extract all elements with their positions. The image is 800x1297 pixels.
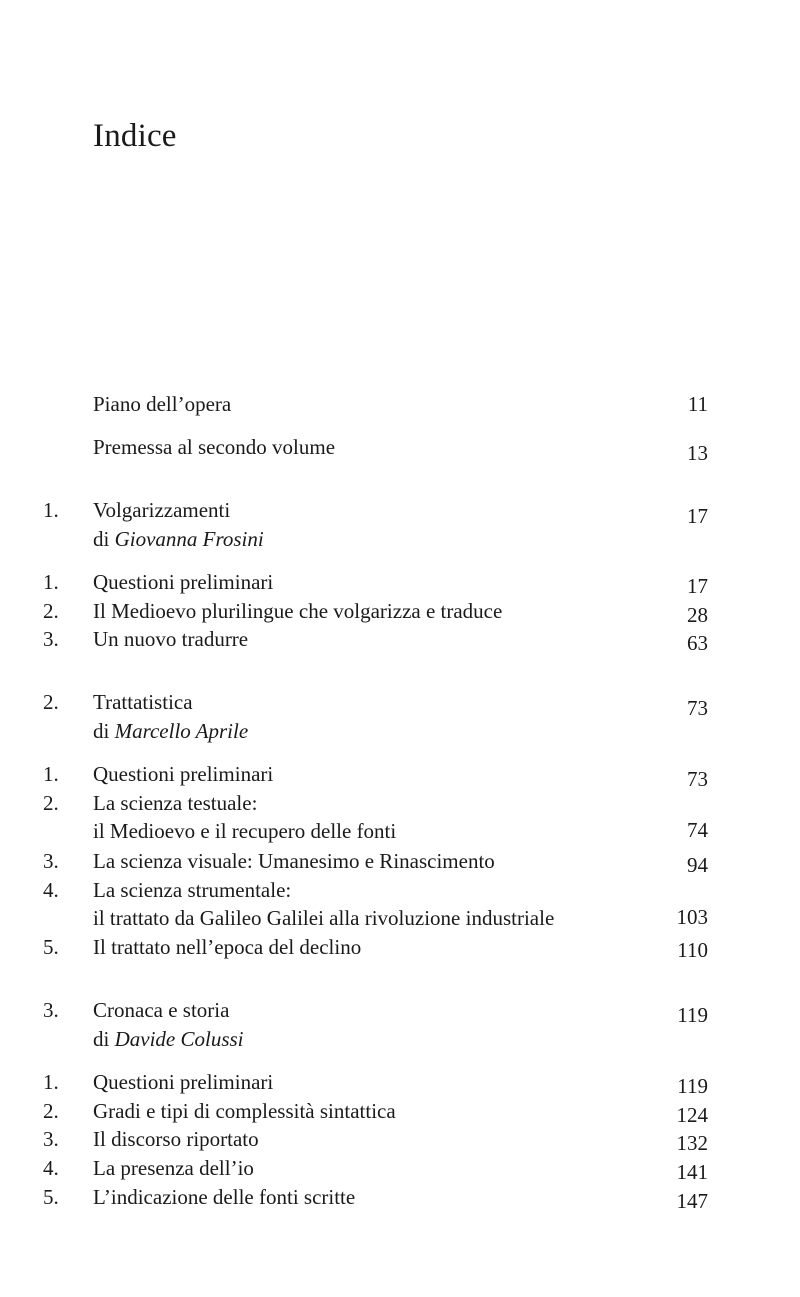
section-page: 147: [676, 1189, 708, 1213]
section-label: La scienza testuale:: [93, 791, 258, 815]
toc-entry: [0, 392, 800, 422]
chapter-author: di Marcello Aprile: [93, 719, 249, 743]
section-page: 94: [687, 853, 708, 877]
section-number: 5.: [43, 1185, 59, 1209]
entry-label: Piano dell’opera: [93, 392, 232, 416]
section-label: Gradi e tipi di complessità sintattica: [93, 1099, 396, 1123]
section-label: L’indicazione delle fonti scritte: [93, 1185, 356, 1209]
toc-section: [0, 1070, 800, 1100]
section-page: 17: [687, 574, 708, 598]
section-label: Questioni preliminari: [93, 570, 274, 594]
chapter-title: Volgarizzamenti: [93, 498, 231, 522]
section-page: 63: [687, 631, 708, 655]
section-number: 3.: [43, 849, 59, 873]
chapter-heading: [0, 998, 800, 1058]
section-page: 103: [676, 905, 708, 929]
section-number: 4.: [43, 878, 59, 902]
toc-section: [0, 1185, 800, 1215]
entry-page: 13: [687, 441, 708, 465]
section-page: 73: [687, 767, 708, 791]
chapter-number: 3.: [43, 998, 59, 1022]
section-page: 74: [687, 818, 708, 842]
entry-page: 11: [687, 392, 708, 416]
section-number: 3.: [43, 627, 59, 651]
toc-entry: [0, 435, 800, 465]
chapter-page: 17: [687, 504, 708, 528]
section-label: Questioni preliminari: [93, 762, 274, 786]
chapter-heading: [0, 498, 800, 558]
section-label-continued: il Medioevo e il recupero delle fonti: [93, 819, 397, 843]
author-name: Davide Colussi: [114, 1027, 244, 1051]
section-page: 28: [687, 603, 708, 627]
toc-section: [0, 878, 800, 936]
toc-section: [0, 791, 800, 849]
chapter-page: 119: [677, 1003, 708, 1027]
section-label: Il Medioevo plurilingue che volgarizza e traduce: [93, 599, 503, 623]
section-label: Il trattato nell’epoca del declino: [93, 935, 362, 959]
section-number: 4.: [43, 1156, 59, 1180]
section-number: 2.: [43, 599, 59, 623]
chapter-number: 1.: [43, 498, 59, 522]
chapter-title: Trattatistica: [93, 690, 193, 714]
page-title: Indice: [93, 118, 177, 154]
section-number: 2.: [43, 1099, 59, 1123]
section-page: 124: [676, 1103, 708, 1127]
section-label: Questioni preliminari: [93, 1070, 274, 1094]
section-number: 1.: [43, 762, 59, 786]
chapter-author: di Giovanna Frosini: [93, 527, 264, 551]
section-label: La scienza visuale: Umanesimo e Rinascimento: [93, 849, 495, 873]
chapter-page: 73: [687, 696, 708, 720]
section-number: 2.: [43, 791, 59, 815]
author-name: Marcello Aprile: [114, 719, 249, 743]
section-label: La presenza dell’io: [93, 1156, 254, 1180]
section-label: Il discorso riportato: [93, 1127, 259, 1151]
toc-section: [0, 599, 800, 629]
chapter-heading: [0, 690, 800, 750]
section-number: 1.: [43, 570, 59, 594]
section-page: 110: [677, 938, 708, 962]
toc-section: [0, 1127, 800, 1157]
section-page: 141: [676, 1160, 708, 1184]
section-page: 132: [676, 1131, 708, 1155]
section-label: Un nuovo tradurre: [93, 627, 249, 651]
toc-section: [0, 1099, 800, 1129]
toc-section: [0, 570, 800, 600]
chapter-number: 2.: [43, 690, 59, 714]
section-number: 5.: [43, 935, 59, 959]
chapter-title: Cronaca e storia: [93, 998, 230, 1022]
section-page: 119: [677, 1074, 708, 1098]
toc-section: [0, 1156, 800, 1186]
toc-section: [0, 849, 800, 879]
toc-section: [0, 762, 800, 792]
section-number: 1.: [43, 1070, 59, 1094]
entry-label: Premessa al secondo volume: [93, 435, 336, 459]
author-name: Giovanna Frosini: [114, 527, 264, 551]
section-number: 3.: [43, 1127, 59, 1151]
toc-section: [0, 627, 800, 657]
section-label: La scienza strumentale:: [93, 878, 292, 902]
toc-section: [0, 935, 800, 965]
chapter-author: di Davide Colussi: [93, 1027, 244, 1051]
section-label-continued: il trattato da Galileo Galilei alla rivoluzione industriale: [93, 906, 555, 930]
